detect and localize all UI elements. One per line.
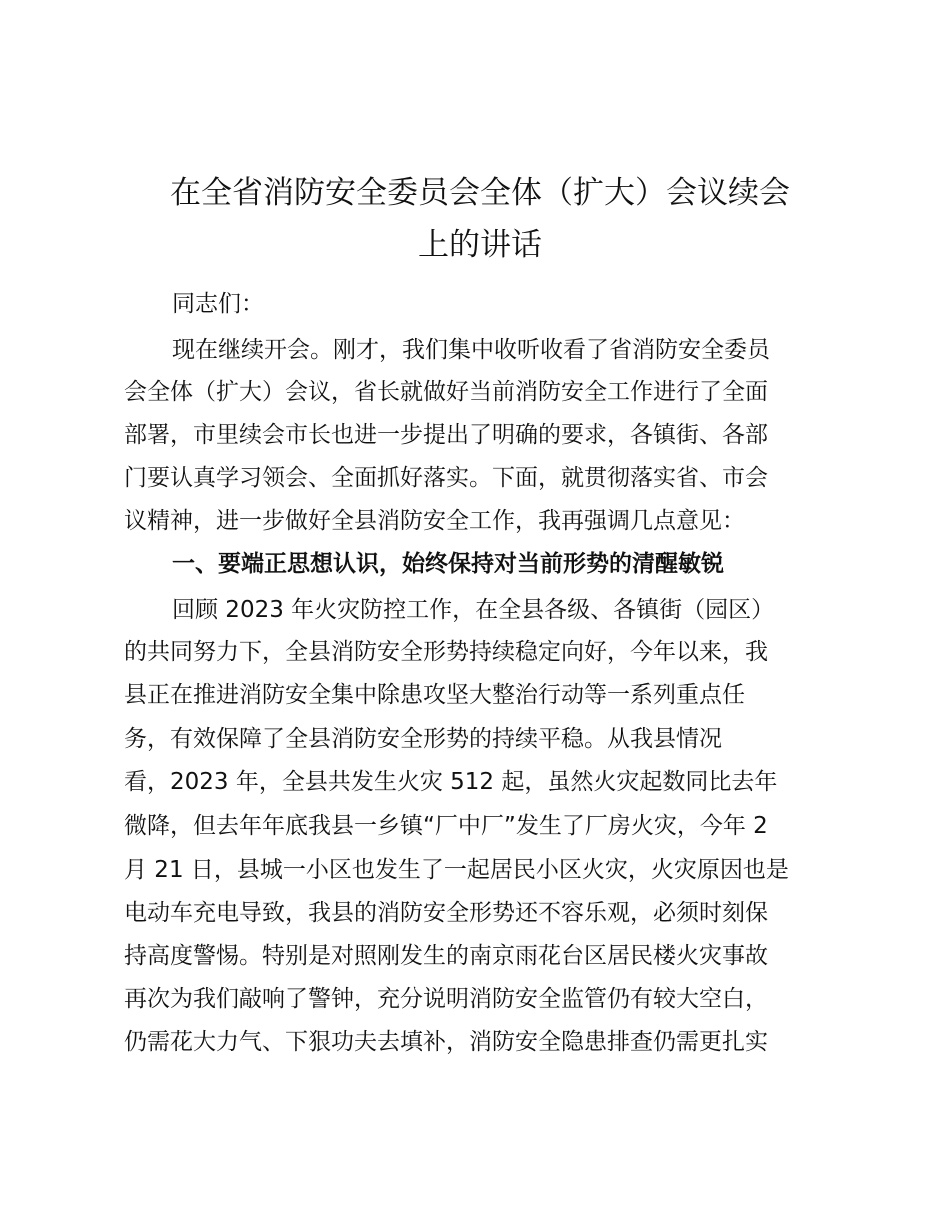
paragraph-line: 务，有效保障了全县消防安全形势的持续平稳。从我县情况 — [124, 726, 722, 752]
paragraph-line: 部署，市里续会市长也进一步提出了明确的要求，各镇街、各部 — [124, 422, 768, 448]
paragraph-line: 县正在推进消防安全集中除患攻坚大整治行动等一系列重点任 — [124, 682, 745, 708]
paragraph-line: 议精神，进一步做好全县消防安全工作，我再强调几点意见： — [124, 508, 745, 534]
paragraph-line: 门要认真学习领会、全面抓好落实。下面，就贯彻落实省、市会 — [124, 465, 768, 491]
section-heading: 一、要端正思想认识，始终保持对当前形势的清醒敏锐 — [172, 551, 724, 577]
paragraph-line: 仍需花大力气、下狠功夫去填补，消防安全隐患排查仍需更扎实 — [124, 1029, 768, 1055]
paragraph-line: 月 21 日，县城一小区也发生了一起居民小区火灾，火灾原因也是 — [124, 857, 789, 883]
paragraph-line: 再次为我们敲响了警钟，充分说明消防安全监管仍有较大空白， — [124, 986, 768, 1012]
paragraph-line: 会全体（扩大）会议，省长就做好当前消防安全工作进行了全面 — [124, 379, 768, 405]
paragraph-line: 的共同努力下，全县消防安全形势持续稳定向好，今年以来，我 — [124, 639, 768, 665]
paragraph-line: 现在继续开会。刚才，我们集中收听收看了省消防安全委员 — [172, 337, 770, 363]
document-title-line-1: 在全省消防安全委员会全体（扩大）会议续会 — [170, 175, 790, 211]
paragraph-line: 微降，但去年年底我县一乡镇“厂中厂”发生了厂房火灾，今年 2 — [124, 813, 768, 839]
salutation: 同志们： — [172, 291, 264, 317]
paragraph-line: 持高度警惕。特别是对照刚发生的南京雨花台区居民楼火灾事故 — [124, 943, 768, 969]
document-title-line-2: 上的讲话 — [418, 227, 542, 263]
paragraph-line: 看，2023 年，全县共发生火灾 512 起，虽然火灾起数同比去年 — [124, 769, 778, 795]
paragraph-line: 电动车充电导致，我县的消防安全形势还不容乐观，必须时刻保 — [124, 900, 768, 926]
paragraph-line: 回顾 2023 年火灾防控工作，在全县各级、各镇街（园区） — [172, 597, 775, 623]
